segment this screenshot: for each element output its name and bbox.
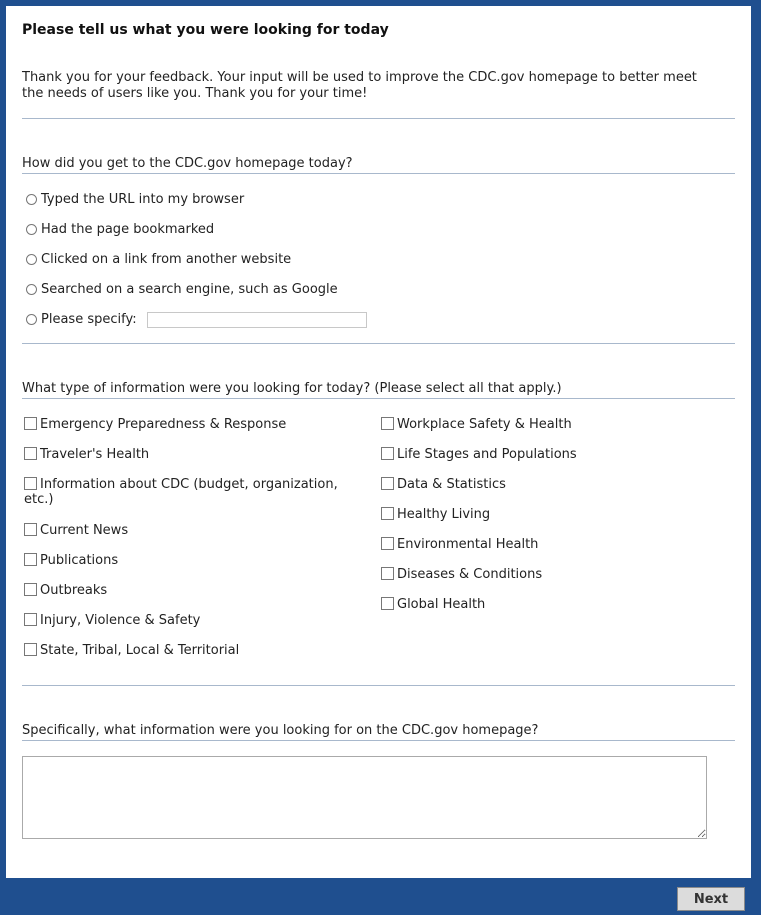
page-title: Please tell us what you were looking for today (22, 22, 389, 38)
radio-option-bookmarked[interactable]: Had the page bookmarked (26, 222, 214, 238)
checkbox[interactable] (381, 417, 394, 430)
radio-option-search-engine[interactable]: Searched on a search engine, such as Google (26, 282, 338, 298)
radio-button[interactable] (26, 254, 37, 265)
divider (22, 685, 735, 686)
question-3-underline (22, 740, 735, 741)
radio-button[interactable] (26, 284, 37, 295)
survey-panel (6, 6, 751, 878)
checkbox[interactable] (381, 507, 394, 520)
question-1-underline (22, 173, 735, 174)
checkbox-global-health[interactable]: Global Health (381, 597, 485, 613)
checkbox[interactable] (24, 417, 37, 430)
radio-button[interactable] (26, 314, 37, 325)
checkbox-healthy-living[interactable]: Healthy Living (381, 507, 490, 523)
checkbox[interactable] (381, 567, 394, 580)
checkbox[interactable] (24, 613, 37, 626)
checkbox-diseases-conditions[interactable]: Diseases & Conditions (381, 567, 542, 583)
radio-button[interactable] (26, 194, 37, 205)
checkbox-publications[interactable]: Publications (24, 553, 118, 569)
intro-text: Thank you for your feedback. Your input will be used to improve the CDC.gov homepage to better meet the needs of users like you. Thank you for your time! (22, 70, 697, 101)
checkbox[interactable] (381, 597, 394, 610)
checkbox-travelers-health[interactable]: Traveler's Health (24, 447, 149, 463)
checkbox-state-tribal-local[interactable]: State, Tribal, Local & Territorial (24, 643, 239, 659)
next-button[interactable]: Next (677, 887, 745, 911)
checkbox[interactable] (24, 447, 37, 460)
checkbox-data-statistics[interactable]: Data & Statistics (381, 477, 506, 493)
footer-bar (0, 878, 761, 915)
checkbox-emergency-preparedness[interactable]: Emergency Preparedness & Response (24, 417, 286, 433)
checkbox-environmental-health[interactable]: Environmental Health (381, 537, 538, 553)
divider (22, 343, 735, 344)
radio-option-link-website[interactable]: Clicked on a link from another website (26, 252, 291, 268)
please-specify-input[interactable] (147, 312, 367, 328)
checkbox[interactable] (381, 537, 394, 550)
checkbox[interactable] (24, 523, 37, 536)
checkbox-life-stages[interactable]: Life Stages and Populations (381, 447, 577, 463)
checkbox-information-about-cdc[interactable]: Information about CDC (budget, organization, etc.) (24, 477, 338, 507)
checkbox[interactable] (24, 553, 37, 566)
checkbox[interactable] (381, 477, 394, 490)
checkbox-injury-violence-safety[interactable]: Injury, Violence & Safety (24, 613, 200, 629)
checkbox-workplace-safety[interactable]: Workplace Safety & Health (381, 417, 572, 433)
question-1-label: How did you get to the CDC.gov homepage today? (22, 156, 353, 171)
radio-option-typed-url[interactable]: Typed the URL into my browser (26, 192, 244, 208)
radio-option-please-specify[interactable]: Please specify: (26, 312, 137, 328)
checkbox-outbreaks[interactable]: Outbreaks (24, 583, 107, 599)
checkbox[interactable] (24, 643, 37, 656)
checkbox-current-news[interactable]: Current News (24, 523, 128, 539)
question-2-label: What type of information were you looking for today? (Please select all that apply.) (22, 381, 562, 396)
divider (22, 118, 735, 119)
radio-button[interactable] (26, 224, 37, 235)
checkbox[interactable] (381, 447, 394, 460)
checkbox[interactable] (24, 477, 37, 490)
question-3-label: Specifically, what information were you looking for on the CDC.gov homepage? (22, 723, 539, 738)
question-2-underline (22, 398, 735, 399)
checkbox[interactable] (24, 583, 37, 596)
specific-information-textarea[interactable] (22, 756, 707, 839)
